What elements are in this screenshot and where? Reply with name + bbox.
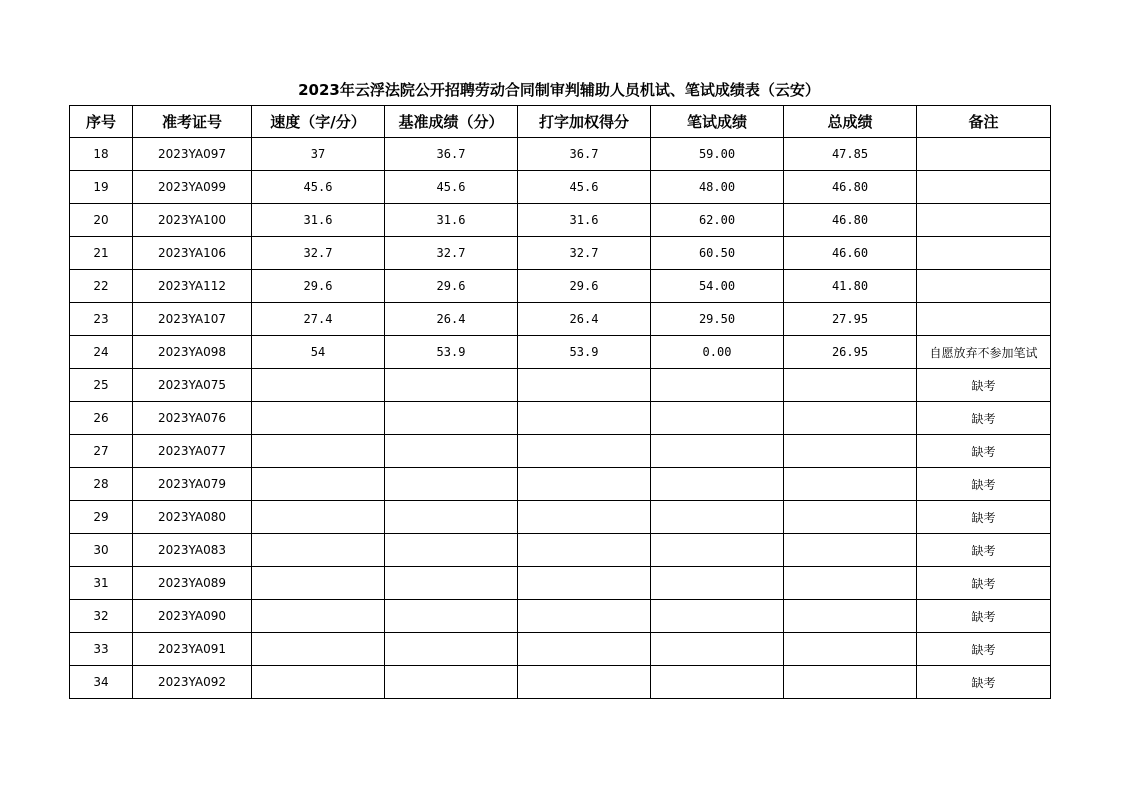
cell-speed: 45.6 <box>252 171 385 204</box>
cell-remarks: 缺考 <box>917 501 1051 534</box>
cell-written-score <box>651 666 784 699</box>
cell-written-score: 0.00 <box>651 336 784 369</box>
table-row <box>70 369 1051 402</box>
cell-remarks <box>917 270 1051 303</box>
cell-base-score: 32.7 <box>385 237 518 270</box>
cell-no: 29 <box>70 501 133 534</box>
cell-total-score <box>784 369 917 402</box>
cell-no: 23 <box>70 303 133 336</box>
cell-base-score: 45.6 <box>385 171 518 204</box>
cell-base-score <box>385 468 518 501</box>
table-row <box>70 237 1051 270</box>
cell-written-score: 59.00 <box>651 138 784 171</box>
cell-no: 33 <box>70 633 133 666</box>
cell-total-score: 26.95 <box>784 336 917 369</box>
cell-total-score <box>784 402 917 435</box>
cell-speed <box>252 600 385 633</box>
cell-exam-id: 2023YA100 <box>133 204 252 237</box>
cell-remarks <box>917 204 1051 237</box>
cell-speed <box>252 567 385 600</box>
table-row <box>70 567 1051 600</box>
table-row <box>70 402 1051 435</box>
cell-written-score <box>651 567 784 600</box>
cell-speed: 27.4 <box>252 303 385 336</box>
cell-base-score <box>385 402 518 435</box>
table-row <box>70 534 1051 567</box>
cell-remarks <box>917 138 1051 171</box>
cell-written-score <box>651 402 784 435</box>
cell-typing-weighted <box>518 402 651 435</box>
cell-no: 21 <box>70 237 133 270</box>
cell-exam-id: 2023YA075 <box>133 369 252 402</box>
cell-exam-id: 2023YA091 <box>133 633 252 666</box>
cell-speed <box>252 633 385 666</box>
cell-base-score <box>385 435 518 468</box>
cell-base-score <box>385 534 518 567</box>
cell-no: 26 <box>70 402 133 435</box>
cell-total-score <box>784 633 917 666</box>
cell-total-score <box>784 600 917 633</box>
cell-remarks: 缺考 <box>917 534 1051 567</box>
cell-remarks <box>917 303 1051 336</box>
cell-remarks: 缺考 <box>917 435 1051 468</box>
cell-typing-weighted <box>518 567 651 600</box>
cell-remarks: 缺考 <box>917 468 1051 501</box>
cell-total-score <box>784 501 917 534</box>
col-header-typing-weighted: 打字加权得分 <box>518 106 651 138</box>
col-header-written-score: 笔试成绩 <box>651 106 784 138</box>
cell-base-score <box>385 501 518 534</box>
col-header-exam-id: 准考证号 <box>133 106 252 138</box>
cell-speed: 31.6 <box>252 204 385 237</box>
cell-total-score <box>784 534 917 567</box>
cell-base-score: 36.7 <box>385 138 518 171</box>
cell-no: 32 <box>70 600 133 633</box>
cell-total-score <box>784 468 917 501</box>
cell-no: 20 <box>70 204 133 237</box>
cell-base-score: 53.9 <box>385 336 518 369</box>
table-row <box>70 666 1051 699</box>
cell-written-score <box>651 501 784 534</box>
cell-typing-weighted: 26.4 <box>518 303 651 336</box>
cell-exam-id: 2023YA079 <box>133 468 252 501</box>
cell-total-score: 27.95 <box>784 303 917 336</box>
cell-speed <box>252 402 385 435</box>
cell-exam-id: 2023YA080 <box>133 501 252 534</box>
cell-speed <box>252 534 385 567</box>
cell-base-score <box>385 666 518 699</box>
cell-speed: 37 <box>252 138 385 171</box>
table-row <box>70 336 1051 369</box>
cell-typing-weighted: 45.6 <box>518 171 651 204</box>
table-row <box>70 501 1051 534</box>
cell-speed: 29.6 <box>252 270 385 303</box>
header-row <box>70 106 1051 138</box>
cell-exam-id: 2023YA107 <box>133 303 252 336</box>
cell-no: 31 <box>70 567 133 600</box>
cell-no: 24 <box>70 336 133 369</box>
cell-speed <box>252 369 385 402</box>
table-row <box>70 600 1051 633</box>
cell-exam-id: 2023YA077 <box>133 435 252 468</box>
cell-base-score: 29.6 <box>385 270 518 303</box>
cell-remarks <box>917 237 1051 270</box>
cell-no: 22 <box>70 270 133 303</box>
cell-total-score: 41.80 <box>784 270 917 303</box>
col-header-no: 序号 <box>70 106 133 138</box>
cell-written-score: 54.00 <box>651 270 784 303</box>
cell-typing-weighted: 31.6 <box>518 204 651 237</box>
cell-no: 19 <box>70 171 133 204</box>
cell-typing-weighted: 36.7 <box>518 138 651 171</box>
cell-written-score <box>651 435 784 468</box>
cell-written-score: 48.00 <box>651 171 784 204</box>
cell-exam-id: 2023YA097 <box>133 138 252 171</box>
cell-base-score <box>385 369 518 402</box>
table-row <box>70 204 1051 237</box>
cell-total-score: 46.60 <box>784 237 917 270</box>
cell-typing-weighted <box>518 534 651 567</box>
table-row <box>70 468 1051 501</box>
cell-no: 18 <box>70 138 133 171</box>
cell-typing-weighted <box>518 666 651 699</box>
col-header-base-score: 基准成绩（分） <box>385 106 518 138</box>
cell-speed <box>252 468 385 501</box>
cell-written-score: 62.00 <box>651 204 784 237</box>
cell-typing-weighted: 29.6 <box>518 270 651 303</box>
cell-remarks: 缺考 <box>917 369 1051 402</box>
cell-no: 34 <box>70 666 133 699</box>
cell-remarks: 自愿放弃不参加笔试 <box>917 336 1051 369</box>
cell-total-score <box>784 567 917 600</box>
cell-remarks: 缺考 <box>917 633 1051 666</box>
cell-written-score <box>651 633 784 666</box>
cell-written-score <box>651 468 784 501</box>
cell-base-score: 26.4 <box>385 303 518 336</box>
cell-remarks: 缺考 <box>917 567 1051 600</box>
cell-no: 28 <box>70 468 133 501</box>
cell-remarks <box>917 171 1051 204</box>
cell-total-score <box>784 666 917 699</box>
cell-remarks: 缺考 <box>917 600 1051 633</box>
cell-speed <box>252 501 385 534</box>
cell-typing-weighted <box>518 369 651 402</box>
cell-total-score: 46.80 <box>784 171 917 204</box>
cell-total-score: 47.85 <box>784 138 917 171</box>
cell-typing-weighted <box>518 600 651 633</box>
cell-speed: 54 <box>252 336 385 369</box>
cell-exam-id: 2023YA089 <box>133 567 252 600</box>
cell-total-score: 46.80 <box>784 204 917 237</box>
cell-no: 25 <box>70 369 133 402</box>
cell-typing-weighted <box>518 468 651 501</box>
cell-no: 30 <box>70 534 133 567</box>
table-row <box>70 171 1051 204</box>
table-row <box>70 435 1051 468</box>
cell-written-score: 60.50 <box>651 237 784 270</box>
cell-typing-weighted: 32.7 <box>518 237 651 270</box>
cell-exam-id: 2023YA106 <box>133 237 252 270</box>
scores-table <box>69 105 1051 699</box>
cell-base-score <box>385 567 518 600</box>
cell-typing-weighted <box>518 633 651 666</box>
cell-remarks: 缺考 <box>917 402 1051 435</box>
col-header-total-score: 总成绩 <box>784 106 917 138</box>
cell-total-score <box>784 435 917 468</box>
table-row <box>70 633 1051 666</box>
col-header-remarks: 备注 <box>917 106 1051 138</box>
cell-base-score <box>385 600 518 633</box>
cell-base-score <box>385 633 518 666</box>
cell-exam-id: 2023YA090 <box>133 600 252 633</box>
cell-typing-weighted <box>518 435 651 468</box>
cell-speed: 32.7 <box>252 237 385 270</box>
cell-exam-id: 2023YA076 <box>133 402 252 435</box>
cell-written-score: 29.50 <box>651 303 784 336</box>
table-row <box>70 303 1051 336</box>
cell-exam-id: 2023YA083 <box>133 534 252 567</box>
cell-written-score <box>651 369 784 402</box>
cell-no: 27 <box>70 435 133 468</box>
cell-exam-id: 2023YA099 <box>133 171 252 204</box>
cell-speed <box>252 435 385 468</box>
cell-typing-weighted: 53.9 <box>518 336 651 369</box>
page-title: 2023年云浮法院公开招聘劳动合同制审判辅助人员机试、笔试成绩表（云安） <box>298 81 820 99</box>
table-row <box>70 270 1051 303</box>
cell-remarks: 缺考 <box>917 666 1051 699</box>
cell-speed <box>252 666 385 699</box>
cell-exam-id: 2023YA112 <box>133 270 252 303</box>
cell-exam-id: 2023YA092 <box>133 666 252 699</box>
cell-typing-weighted <box>518 501 651 534</box>
cell-exam-id: 2023YA098 <box>133 336 252 369</box>
col-header-speed: 速度（字/分） <box>252 106 385 138</box>
cell-base-score: 31.6 <box>385 204 518 237</box>
cell-written-score <box>651 600 784 633</box>
cell-written-score <box>651 534 784 567</box>
table-row <box>70 138 1051 171</box>
